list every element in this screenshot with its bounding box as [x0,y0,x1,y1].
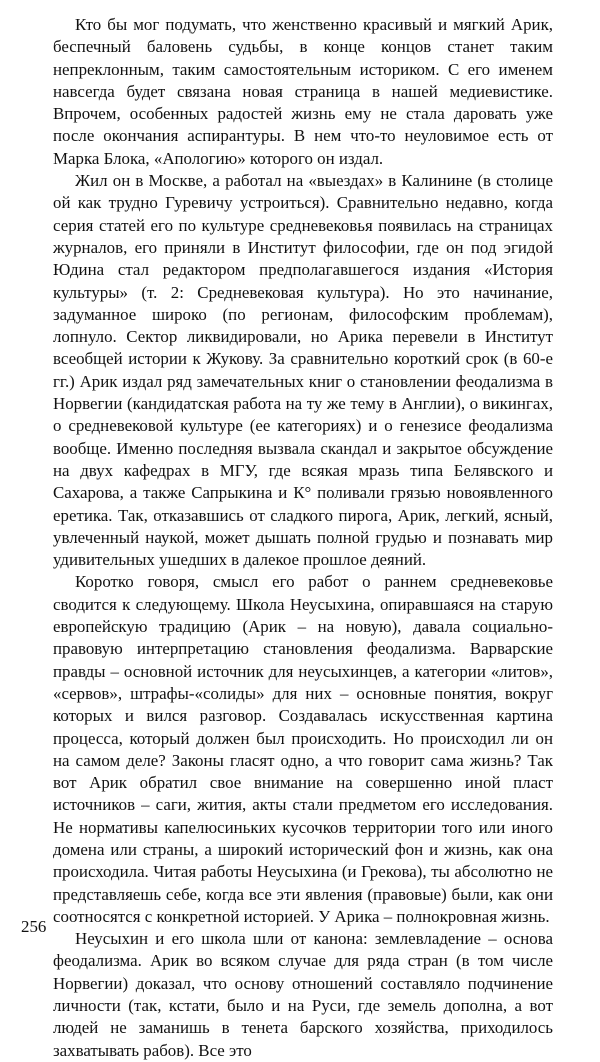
paragraph-4: Неусыхин и его школа шли от канона: землевладение – основа феодализма. Арик во всяком случае для ряда стран (в том числе Норвегии) доказал, что основу отношений составляло подчинение личности (так, кстати, было и на Руси, где земель дополна, а вот людей не заманишь в тенета барского хозяйства, приходилось захватывать рабов). Все это [53,929,553,1060]
paragraph-1: Кто бы мог подумать, что женственно красивый и мягкий Арик, беспечный баловень судьбы, в конце концов станет таким непреклонным, таким самостоятельным историком. С его именем навсегда будет связана новая страница в нашей медиевистике. Впрочем, особенных радостей жизнь ему не стала даровать уже после окончания аспирантуры. В нем что-то неуловимое есть от Марка Блока, «Апологию» которого он издал. [53,15,553,168]
page-number: 256 [21,917,47,936]
paragraph-2: Жил он в Москве, а работал на «выездах» в Калинине (в столице ой как трудно Гуревичу устроиться). Сравнительно недавно, когда серия статей его по культуре средневековья появилась на страницах журналов, его приняли в Институт философии, где он под эгидой Юдина стал редактором предполагавшегося издания «История культуры» (т. 2: Средневековая культура). Но это начинание, задуманное широко (по регионам, философским проблемам), лопнуло. Сектор ликвидировали, но Арика перевели в Институт всеобщей истории к Жукову. За сравнительно короткий срок (в 60-е гг.) Арик издал ряд замечательных книг о становлении феодализма в Норвегии (кандидатская работа на ту же тему в Англии), о викингах, о средневековой культуре (ее категориях) и о генезисе феодализма вообще. Именно последняя вызвала скандал и закрытое обсуждение на двух кафедрах в МГУ, где всякая мразь типа Белявского и Сахарова, а также Сапрыкина и К° поливали грязью новоявленного еретика. Так, отказавшись от сладкого пирога, Арик, легкий, ясный, увлеченный наукой, может дышать полной грудью и познавать мир удивительных ушедших в далекое прошлое деяний. [53,171,553,570]
page-body [53,14,553,1062]
paragraph-3: Коротко говоря, смысл его работ о раннем средневековье сводится к следующему. Школа Неусыхина, опиравшаяся на старую европейскую традицию (Арик – на новую), давала социально-правовую интерпретацию становления феодализма. Варварские правды – основной источник для неусыхинцев, а категории «литов», «сервов», штрафы-«солиды» для них – основные понятия, вокруг которых и вился разговор. Создавалась искусственная картина процесса, который должен был происходить. Но происходил ли он на самом деле? Законы гласят одно, а что говорит сама жизнь? Так вот Арик обратил свое внимание на совершенно иной пласт источников – саги, жития, акты стали предметом его исследования. Не нормативы капелюсиньких кусочков территории того или иного домена или страны, а широкий исторический фон и жизнь, как она происходила. Читая работы Неусыхина (и Грекова), ты абсолютно не представляешь себе, когда все эти явления (правовые) были, как они соотносятся с конкретной историей. У Арика – полнокровная жизнь. [53,572,553,926]
